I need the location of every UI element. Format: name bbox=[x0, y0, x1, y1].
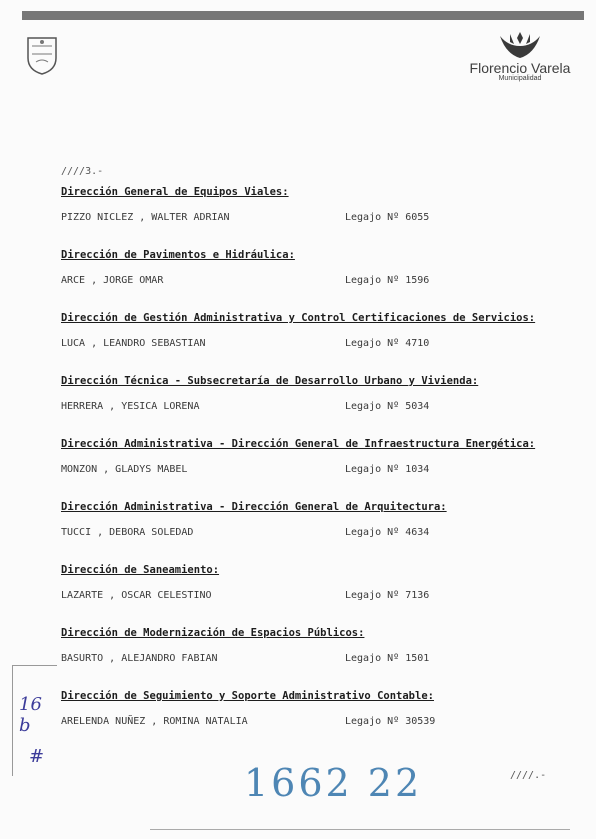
section-espacios-publicos bbox=[61, 627, 551, 665]
handwritten-initials: # bbox=[29, 746, 45, 767]
section-soporte-contable bbox=[61, 690, 551, 728]
legajo-number: Legajo Nº 4710 bbox=[345, 338, 430, 349]
person-name: LUCA , LEANDRO SEBASTIAN bbox=[61, 338, 206, 349]
page-reference: ////3.- bbox=[61, 166, 104, 177]
section-heading: Dirección de Seguimiento y Soporte Administrativo Contable: bbox=[61, 690, 434, 702]
continuation-mark: ////.- bbox=[510, 770, 547, 781]
person-name: HERRERA , YESICA LORENA bbox=[61, 401, 200, 412]
legajo-number: Legajo Nº 4634 bbox=[345, 527, 430, 538]
section-infraestructura-energetica bbox=[61, 438, 551, 476]
section-heading: Dirección de Pavimentos e Hidráulica: bbox=[61, 249, 295, 261]
section-equipos-viales bbox=[61, 186, 551, 224]
assignments-list bbox=[61, 186, 551, 728]
legajo-number: Legajo Nº 5034 bbox=[345, 401, 430, 412]
section-heading: Dirección Técnica - Subsecretaría de Desarrollo Urbano y Vivienda: bbox=[61, 375, 479, 387]
section-gestion-administrativa bbox=[61, 312, 551, 350]
section-heading: Dirección de Gestión Administrativa y Control Certificaciones de Servicios: bbox=[61, 312, 536, 324]
bottom-rule bbox=[150, 829, 570, 830]
florencio-varela-logo bbox=[464, 30, 576, 90]
person-name: ARELENDA NUÑEZ , ROMINA NATALIA bbox=[61, 716, 248, 727]
margin-annotation-box bbox=[12, 665, 57, 776]
person-name: TUCCI , DEBORA SOLEDAD bbox=[61, 527, 194, 538]
file-number-stamp: 1662 22 bbox=[244, 761, 423, 805]
section-saneamiento bbox=[61, 564, 551, 602]
person-name: BASURTO , ALEJANDRO FABIAN bbox=[61, 653, 218, 664]
section-direccion-tecnica bbox=[61, 375, 551, 413]
legajo-number: Legajo Nº 7136 bbox=[345, 590, 430, 601]
legajo-number: Legajo Nº 1034 bbox=[345, 464, 430, 475]
person-name: PIZZO NICLEZ , WALTER ADRIAN bbox=[61, 212, 230, 223]
section-pavimentos bbox=[61, 249, 551, 287]
section-heading: Dirección General de Equipos Viales: bbox=[61, 186, 289, 198]
header-bar bbox=[22, 11, 584, 20]
person-name: LAZARTE , OSCAR CELESTINO bbox=[61, 590, 212, 601]
brand-subtitle: Municipalidad bbox=[498, 75, 542, 82]
legajo-number: Legajo Nº 1596 bbox=[345, 275, 430, 286]
logo-mark-icon bbox=[496, 30, 544, 60]
section-heading: Dirección Administrativa - Dirección General de Arquitectura: bbox=[61, 501, 447, 513]
handwritten-folio: 16 b bbox=[19, 694, 42, 736]
legajo-number: Legajo Nº 30539 bbox=[345, 716, 436, 727]
municipal-crest-icon bbox=[26, 36, 58, 76]
section-arquitectura bbox=[61, 501, 551, 539]
legajo-number: Legajo Nº 1501 bbox=[345, 653, 430, 664]
person-name: ARCE , JORGE OMAR bbox=[61, 275, 164, 286]
section-heading: Dirección Administrativa - Dirección General de Infraestructura Energética: bbox=[61, 438, 536, 450]
legajo-number: Legajo Nº 6055 bbox=[345, 212, 430, 223]
section-heading: Dirección de Saneamiento: bbox=[61, 564, 220, 576]
person-name: MONZON , GLADYS MABEL bbox=[61, 464, 188, 475]
section-heading: Dirección de Modernización de Espacios Públicos: bbox=[61, 627, 365, 639]
brand-name: Florencio Varela bbox=[469, 60, 571, 76]
